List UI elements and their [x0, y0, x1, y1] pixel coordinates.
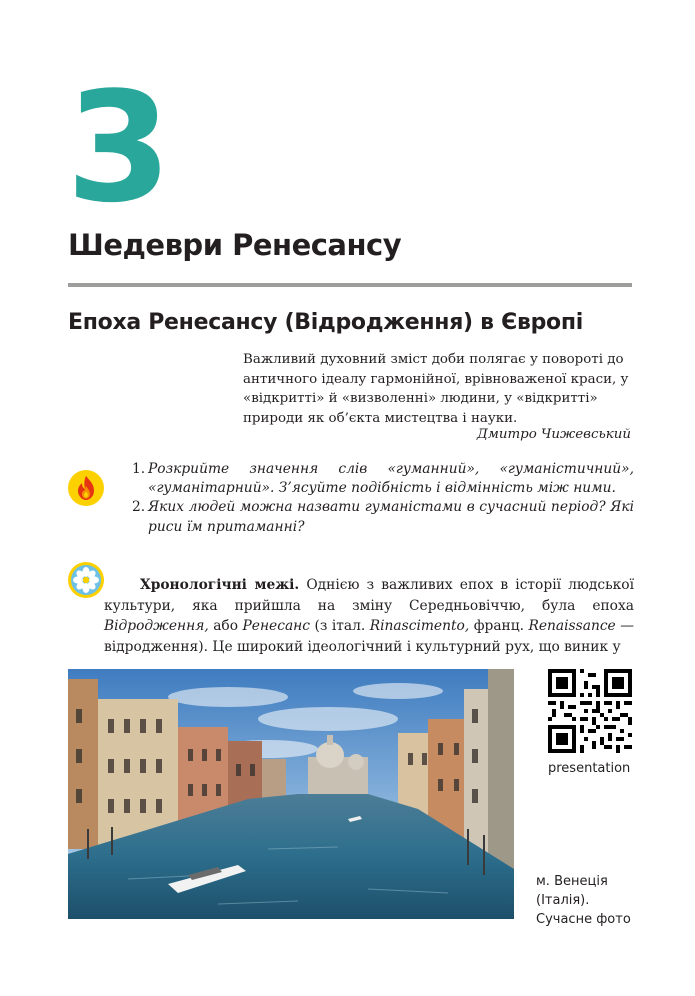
- epigraph-author: Дмитро Чижевський: [476, 427, 631, 442]
- flower-icon: [67, 561, 105, 599]
- question-text: Розкрийте значення слів «гуманний», «гуманістичний», «гуманітарний». З’ясуйте подібність і відмінність між ними.: [148, 461, 634, 497]
- chapter-number: 3: [66, 59, 172, 236]
- question-number: 1.: [132, 461, 146, 477]
- epigraph-text: Важливий духовний зміст доби полягає у повороті до античного ідеалу гармонійної, врівноваженої краси, у «відкритті» й «визволенні» людини, у «відкритті» природи як об’єкта мистецтва і науки.: [243, 352, 629, 426]
- question-text: Яких людей можна назвати гуманістами в сучасний період? Які риси їм притаманні?: [148, 499, 634, 535]
- body-paragraph: Хронологічні межі. Однією з важливих епох в історії людської культури, яка прийшла на зміну Середньовіччю, була епоха Відродження, або Ренесанс (з італ. Rinascimento, франц. Renaissance — відродження). Це широкий ідеологічний і культурний рух, що виник у: [104, 577, 634, 655]
- section-title: Епоха Ренесансу (Відродження) в Європі: [68, 310, 583, 335]
- photo-caption: м. Венеція (Італія). Сучасне фото: [536, 874, 631, 927]
- list-item: [132, 498, 634, 536]
- question-number: 2.: [132, 499, 146, 516]
- list-item: [132, 460, 634, 498]
- fire-icon: [67, 469, 105, 507]
- qr-code[interactable]: [548, 669, 632, 753]
- chapter-title: Шедеври Ренесансу: [68, 228, 402, 262]
- question-list: [132, 460, 634, 537]
- qr-label: presentation: [548, 761, 631, 776]
- venice-photo: [68, 669, 514, 919]
- paragraph-lead: Хронологічні межі.: [140, 577, 300, 593]
- divider: [68, 283, 632, 287]
